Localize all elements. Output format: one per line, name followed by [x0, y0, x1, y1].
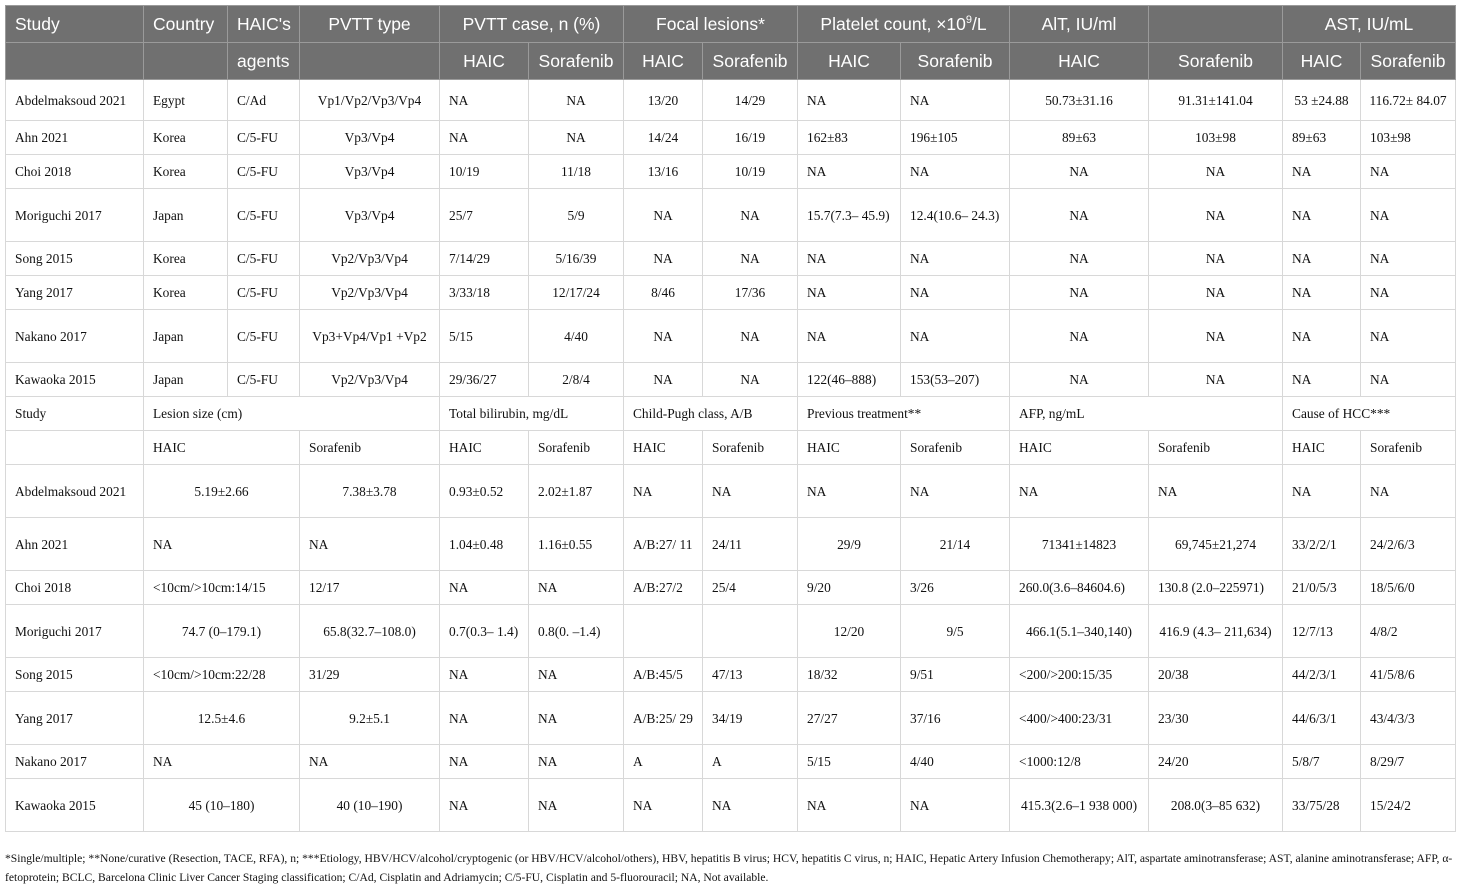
cell-bilirubin-sorafenib: 1.16±0.55: [529, 518, 624, 571]
cell-alt-haic: NA: [1010, 310, 1149, 363]
cell-lesion-haic: <10cm/>10cm:14/15: [144, 571, 300, 605]
cell-platelet-haic: NA: [798, 276, 901, 310]
cell-platelet-sorafenib: NA: [901, 276, 1010, 310]
cell-country: Korea: [144, 276, 228, 310]
cell-ast-sorafenib: 116.72± 84.07: [1361, 80, 1456, 121]
sub2-sorafenib: Sorafenib: [1361, 431, 1456, 465]
col-pvtt-case: PVTT case, n (%): [440, 6, 624, 43]
col-agents: HAIC's: [228, 6, 300, 43]
cell-child-pugh-haic: A: [624, 745, 703, 779]
cell-country: Japan: [144, 189, 228, 242]
cell-afp-sorafenib: 416.9 (4.3– 211,634): [1149, 605, 1283, 658]
sub-haic: HAIC: [1283, 43, 1361, 80]
cell-cause-haic: 5/8/7: [1283, 745, 1361, 779]
cell-ast-sorafenib: NA: [1361, 363, 1456, 397]
cell-country: Korea: [144, 155, 228, 189]
cell-lesion-haic: 74.7 (0–179.1): [144, 605, 300, 658]
cell-focal-sorafenib: 10/19: [703, 155, 798, 189]
cell-study: Song 2015: [6, 658, 144, 692]
cell-bilirubin-sorafenib: NA: [529, 571, 624, 605]
cell-pvtt-sorafenib: 12/17/24: [529, 276, 624, 310]
cell-ast-haic: NA: [1283, 310, 1361, 363]
cell-platelet-sorafenib: NA: [901, 155, 1010, 189]
col-study: Study: [6, 6, 144, 43]
cell-alt-sorafenib: NA: [1149, 242, 1283, 276]
table-row: [6, 363, 1456, 397]
cell-pvtt-type: Vp2/Vp3/Vp4: [300, 363, 440, 397]
cell-pvtt-haic: 10/19: [440, 155, 529, 189]
col2-previous-treatment: Previous treatment**: [798, 397, 1010, 431]
cell-previous-sorafenib: NA: [901, 465, 1010, 518]
cell-ast-haic: NA: [1283, 155, 1361, 189]
cell-alt-haic: NA: [1010, 189, 1149, 242]
table-row: [6, 465, 1456, 518]
cell-focal-sorafenib: NA: [703, 189, 798, 242]
sub-sorafenib: Sorafenib: [529, 43, 624, 80]
table-row: [6, 605, 1456, 658]
cell-platelet-haic: 122(46–888): [798, 363, 901, 397]
sub2-sorafenib: Sorafenib: [901, 431, 1010, 465]
col-platelet: [798, 6, 1010, 43]
cell-pvtt-haic: 29/36/27: [440, 363, 529, 397]
cell-ast-sorafenib: NA: [1361, 242, 1456, 276]
cell-child-pugh-sorafenib: 25/4: [703, 571, 798, 605]
cell-alt-haic: NA: [1010, 363, 1149, 397]
table-row: [6, 155, 1456, 189]
cell-cause-sorafenib: 41/5/8/6: [1361, 658, 1456, 692]
cell-ast-haic: NA: [1283, 276, 1361, 310]
cell-ast-haic: NA: [1283, 242, 1361, 276]
col2-child-pugh: Child-Pugh class, A/B: [624, 397, 798, 431]
table-row: [6, 276, 1456, 310]
cell-lesion-haic: 12.5±4.6: [144, 692, 300, 745]
cell-pvtt-type: Vp1/Vp2/Vp3/Vp4: [300, 80, 440, 121]
cell-alt-haic: NA: [1010, 242, 1149, 276]
table-row: [6, 745, 1456, 779]
cell-lesion-sorafenib: NA: [300, 745, 440, 779]
header-row-2: [6, 43, 1456, 80]
cell-bilirubin-sorafenib: NA: [529, 779, 624, 832]
sub-haic: HAIC: [440, 43, 529, 80]
sub2-sorafenib: Sorafenib: [703, 431, 798, 465]
col2-study: Study: [6, 397, 144, 431]
cell-bilirubin-haic: NA: [440, 658, 529, 692]
cell-study: Choi 2018: [6, 571, 144, 605]
cell-child-pugh-sorafenib: 24/11: [703, 518, 798, 571]
cell-lesion-haic: 45 (10–180): [144, 779, 300, 832]
cell-platelet-haic: 15.7(7.3– 45.9): [798, 189, 901, 242]
cell-bilirubin-haic: 0.7(0.3– 1.4): [440, 605, 529, 658]
cell-previous-haic: 27/27: [798, 692, 901, 745]
cell-child-pugh-haic: NA: [624, 465, 703, 518]
sub-sorafenib: Sorafenib: [1149, 43, 1283, 80]
cell-child-pugh-sorafenib: A: [703, 745, 798, 779]
table-row: [6, 571, 1456, 605]
cell-agents: C/5-FU: [228, 121, 300, 155]
cell-lesion-sorafenib: 31/29: [300, 658, 440, 692]
cell-bilirubin-haic: 0.93±0.52: [440, 465, 529, 518]
cell-cause-sorafenib: 18/5/6/0: [1361, 571, 1456, 605]
cell-pvtt-sorafenib: 5/9: [529, 189, 624, 242]
cell-agents: C/Ad: [228, 80, 300, 121]
cell-platelet-haic: 162±83: [798, 121, 901, 155]
sub-haic: HAIC: [1010, 43, 1149, 80]
cell-alt-haic: 89±63: [1010, 121, 1149, 155]
cell-platelet-sorafenib: 153(53–207): [901, 363, 1010, 397]
cell-afp-sorafenib: 130.8 (2.0–225971): [1149, 571, 1283, 605]
cell-child-pugh-sorafenib: NA: [703, 465, 798, 518]
cell-pvtt-sorafenib: NA: [529, 121, 624, 155]
cell-pvtt-haic: NA: [440, 121, 529, 155]
cell-country: Japan: [144, 363, 228, 397]
cell-agents: C/5-FU: [228, 155, 300, 189]
cell-ast-sorafenib: NA: [1361, 189, 1456, 242]
col-alt-blank: [1149, 6, 1283, 43]
cell-country: Korea: [144, 242, 228, 276]
cell-platelet-sorafenib: NA: [901, 242, 1010, 276]
cell-country: Egypt: [144, 80, 228, 121]
table-row: [6, 80, 1456, 121]
cell-alt-haic: 50.73±31.16: [1010, 80, 1149, 121]
cell-bilirubin-haic: NA: [440, 571, 529, 605]
table-row: [6, 189, 1456, 242]
cell-lesion-sorafenib: 9.2±5.1: [300, 692, 440, 745]
cell-previous-haic: NA: [798, 779, 901, 832]
cell-previous-sorafenib: 9/51: [901, 658, 1010, 692]
cell-country: Korea: [144, 121, 228, 155]
sub-sorafenib: Sorafenib: [703, 43, 798, 80]
cell-previous-sorafenib: 9/5: [901, 605, 1010, 658]
cell-child-pugh-haic: A/B:25/ 29: [624, 692, 703, 745]
sub-sorafenib: Sorafenib: [1361, 43, 1456, 80]
cell-alt-sorafenib: NA: [1149, 310, 1283, 363]
cell-focal-sorafenib: 14/29: [703, 80, 798, 121]
cell-bilirubin-sorafenib: 0.8(0. –1.4): [529, 605, 624, 658]
cell-pvtt-type: Vp2/Vp3/Vp4: [300, 276, 440, 310]
table-row: [6, 310, 1456, 363]
data-table: [5, 5, 1456, 832]
cell-study: Nakano 2017: [6, 310, 144, 363]
cell-study: Abdelmaksoud 2021: [6, 80, 144, 121]
cell-child-pugh-haic: A/B:45/5: [624, 658, 703, 692]
col-alt: AlT, IU/ml: [1010, 6, 1149, 43]
cell-pvtt-sorafenib: 5/16/39: [529, 242, 624, 276]
col-country: Country: [144, 6, 228, 43]
cell-focal-haic: NA: [624, 189, 703, 242]
cell-ast-sorafenib: NA: [1361, 155, 1456, 189]
cell-pvtt-sorafenib: 4/40: [529, 310, 624, 363]
cell-agents: C/5-FU: [228, 242, 300, 276]
col2-bilirubin: Total bilirubin, mg/dL: [440, 397, 624, 431]
platelet-unit: /L: [972, 13, 987, 34]
col-pvtt-type: PVTT type: [300, 6, 440, 43]
cell-pvtt-haic: 5/15: [440, 310, 529, 363]
cell-afp-haic: <1000:12/8: [1010, 745, 1149, 779]
col2-lesion: Lesion size (cm): [144, 397, 440, 431]
cell-alt-sorafenib: 91.31±141.04: [1149, 80, 1283, 121]
cell-bilirubin-haic: NA: [440, 745, 529, 779]
cell-child-pugh-haic: [624, 605, 703, 658]
cell-focal-haic: NA: [624, 363, 703, 397]
cell-alt-sorafenib: 103±98: [1149, 121, 1283, 155]
cell-lesion-sorafenib: NA: [300, 518, 440, 571]
cell-study: Yang 2017: [6, 692, 144, 745]
cell-study: Ahn 2021: [6, 121, 144, 155]
cell-cause-haic: 21/0/5/3: [1283, 571, 1361, 605]
cell-study: Moriguchi 2017: [6, 605, 144, 658]
cell-bilirubin-haic: 1.04±0.48: [440, 518, 529, 571]
cell-study: Yang 2017: [6, 276, 144, 310]
cell-pvtt-haic: 3/33/18: [440, 276, 529, 310]
col-agents-2: agents: [228, 43, 300, 80]
cell-cause-haic: 33/75/28: [1283, 779, 1361, 832]
sub2-haic: HAIC: [440, 431, 529, 465]
cell-pvtt-type: Vp3/Vp4: [300, 155, 440, 189]
cell-pvtt-haic: 7/14/29: [440, 242, 529, 276]
cell-focal-haic: 13/20: [624, 80, 703, 121]
cell-study: Song 2015: [6, 242, 144, 276]
cell-cause-sorafenib: NA: [1361, 465, 1456, 518]
cell-focal-sorafenib: 17/36: [703, 276, 798, 310]
cell-focal-sorafenib: NA: [703, 310, 798, 363]
cell-child-pugh-haic: NA: [624, 779, 703, 832]
platelet-label: Platelet count, ×10: [820, 13, 966, 34]
sub2-blank: [6, 431, 144, 465]
cell-alt-sorafenib: NA: [1149, 155, 1283, 189]
cell-pvtt-type: Vp2/Vp3/Vp4: [300, 242, 440, 276]
cell-study: Ahn 2021: [6, 518, 144, 571]
cell-previous-sorafenib: 37/16: [901, 692, 1010, 745]
cell-child-pugh-sorafenib: 47/13: [703, 658, 798, 692]
cell-child-pugh-haic: A/B:27/2: [624, 571, 703, 605]
cell-afp-sorafenib: NA: [1149, 465, 1283, 518]
cell-lesion-sorafenib: 40 (10–190): [300, 779, 440, 832]
sub2-haic: HAIC: [144, 431, 300, 465]
cell-previous-sorafenib: 21/14: [901, 518, 1010, 571]
cell-ast-haic: NA: [1283, 363, 1361, 397]
sub2-haic: HAIC: [798, 431, 901, 465]
cell-bilirubin-sorafenib: NA: [529, 745, 624, 779]
cell-pvtt-type: Vp3+Vp4/Vp1 +Vp2: [300, 310, 440, 363]
cell-previous-haic: NA: [798, 465, 901, 518]
col2-cause: Cause of HCC***: [1283, 397, 1456, 431]
cell-afp-sorafenib: 24/20: [1149, 745, 1283, 779]
cell-agents: C/5-FU: [228, 363, 300, 397]
cell-afp-haic: 415.3(2.6–1 938 000): [1010, 779, 1149, 832]
table-footnote: *Single/multiple; **None/curative (Resection, TACE, RFA), n; ***Etiology, HBV/HCV/alcohol/cryptogenic (or HBV/HCV/alcohol/others), HBV, hepatitis B virus; HCV, hepatitis C virus, n; HAIC, Hepatic Artery Infusion Chemotherapy; AlT, aspartate aminotransferase; AST, alanine aminotransferase; AFP, α-fetoprotein; BCLC, Barcelona Clinic Liver Cancer Staging classification; C/Ad, Cisplatin and Adriamycin; C/5-FU, Cisplatin and 5-fluorouracil; NA, Not available.: [5, 852, 1453, 884]
header-row-1: [6, 6, 1456, 43]
sub2-haic: HAIC: [1283, 431, 1361, 465]
cell-ast-haic: 89±63: [1283, 121, 1361, 155]
section-subheader-row: [6, 431, 1456, 465]
cell-platelet-sorafenib: 196±105: [901, 121, 1010, 155]
cell-cause-haic: 44/6/3/1: [1283, 692, 1361, 745]
cell-focal-sorafenib: NA: [703, 242, 798, 276]
sub-blank: [144, 43, 228, 80]
cell-cause-haic: 12/7/13: [1283, 605, 1361, 658]
cell-child-pugh-sorafenib: NA: [703, 779, 798, 832]
cell-focal-sorafenib: 16/19: [703, 121, 798, 155]
cell-afp-sorafenib: 208.0(3–85 632): [1149, 779, 1283, 832]
cell-afp-haic: <200/>200:15/35: [1010, 658, 1149, 692]
cell-study: Kawaoka 2015: [6, 363, 144, 397]
cell-pvtt-type: Vp3/Vp4: [300, 189, 440, 242]
cell-agents: C/5-FU: [228, 310, 300, 363]
cell-pvtt-sorafenib: NA: [529, 80, 624, 121]
cell-afp-haic: 466.1(5.1–340,140): [1010, 605, 1149, 658]
cell-alt-sorafenib: NA: [1149, 363, 1283, 397]
cell-platelet-haic: NA: [798, 310, 901, 363]
cell-focal-haic: 13/16: [624, 155, 703, 189]
cell-previous-haic: 29/9: [798, 518, 901, 571]
cell-ast-sorafenib: 103±98: [1361, 121, 1456, 155]
cell-study: Abdelmaksoud 2021: [6, 465, 144, 518]
cell-agents: C/5-FU: [228, 276, 300, 310]
sub-blank: [6, 43, 144, 80]
cell-pvtt-type: Vp3/Vp4: [300, 121, 440, 155]
cell-cause-sorafenib: 24/2/6/3: [1361, 518, 1456, 571]
cell-cause-sorafenib: 43/4/3/3: [1361, 692, 1456, 745]
cell-afp-haic: NA: [1010, 465, 1149, 518]
cell-pvtt-haic: 25/7: [440, 189, 529, 242]
cell-platelet-sorafenib: NA: [901, 80, 1010, 121]
cell-cause-sorafenib: 8/29/7: [1361, 745, 1456, 779]
cell-study: Choi 2018: [6, 155, 144, 189]
cell-lesion-sorafenib: 7.38±3.78: [300, 465, 440, 518]
cell-child-pugh-sorafenib: 34/19: [703, 692, 798, 745]
cell-previous-haic: 12/20: [798, 605, 901, 658]
cell-bilirubin-haic: NA: [440, 692, 529, 745]
cell-afp-haic: 71341±14823: [1010, 518, 1149, 571]
cell-cause-sorafenib: 4/8/2: [1361, 605, 1456, 658]
cell-focal-haic: NA: [624, 310, 703, 363]
cell-cause-haic: NA: [1283, 465, 1361, 518]
cell-afp-sorafenib: 23/30: [1149, 692, 1283, 745]
cell-lesion-haic: <10cm/>10cm:22/28: [144, 658, 300, 692]
cell-cause-haic: 33/2/2/1: [1283, 518, 1361, 571]
sub-haic: HAIC: [798, 43, 901, 80]
table-row: [6, 658, 1456, 692]
cell-pvtt-haic: NA: [440, 80, 529, 121]
cell-previous-haic: 18/32: [798, 658, 901, 692]
table-row: [6, 779, 1456, 832]
cell-focal-sorafenib: NA: [703, 363, 798, 397]
table-row: [6, 518, 1456, 571]
col-ast: AST, IU/mL: [1283, 6, 1456, 43]
cell-afp-haic: 260.0(3.6–84604.6): [1010, 571, 1149, 605]
cell-focal-haic: 8/46: [624, 276, 703, 310]
cell-agents: C/5-FU: [228, 189, 300, 242]
sub2-sorafenib: Sorafenib: [1149, 431, 1283, 465]
cell-previous-sorafenib: 4/40: [901, 745, 1010, 779]
cell-child-pugh-haic: A/B:27/ 11: [624, 518, 703, 571]
platelet-exponent: 9: [965, 13, 972, 26]
cell-platelet-sorafenib: NA: [901, 310, 1010, 363]
cell-previous-haic: 5/15: [798, 745, 901, 779]
table-body: [6, 6, 1456, 832]
sub2-sorafenib: Sorafenib: [529, 431, 624, 465]
cell-study: Nakano 2017: [6, 745, 144, 779]
cell-lesion-sorafenib: 12/17: [300, 571, 440, 605]
cell-bilirubin-haic: NA: [440, 779, 529, 832]
cell-platelet-haic: NA: [798, 242, 901, 276]
sub2-haic: HAIC: [1010, 431, 1149, 465]
cell-previous-sorafenib: NA: [901, 779, 1010, 832]
sub-sorafenib: Sorafenib: [901, 43, 1010, 80]
cell-afp-sorafenib: 20/38: [1149, 658, 1283, 692]
cell-platelet-sorafenib: 12.4(10.6– 24.3): [901, 189, 1010, 242]
cell-ast-sorafenib: NA: [1361, 310, 1456, 363]
cell-country: Japan: [144, 310, 228, 363]
cell-lesion-haic: 5.19±2.66: [144, 465, 300, 518]
cell-ast-haic: 53 ±24.88: [1283, 80, 1361, 121]
sub2-sorafenib: Sorafenib: [300, 431, 440, 465]
cell-alt-haic: NA: [1010, 276, 1149, 310]
cell-platelet-haic: NA: [798, 80, 901, 121]
cell-previous-haic: 9/20: [798, 571, 901, 605]
cell-lesion-sorafenib: 65.8(32.7–108.0): [300, 605, 440, 658]
section-header-row: [6, 397, 1456, 431]
cell-ast-haic: NA: [1283, 189, 1361, 242]
cell-alt-haic: NA: [1010, 155, 1149, 189]
cell-lesion-haic: NA: [144, 745, 300, 779]
cell-afp-haic: <400/>400:23/31: [1010, 692, 1149, 745]
cell-afp-sorafenib: 69,745±21,274: [1149, 518, 1283, 571]
cell-previous-sorafenib: 3/26: [901, 571, 1010, 605]
cell-ast-sorafenib: NA: [1361, 276, 1456, 310]
cell-bilirubin-sorafenib: 2.02±1.87: [529, 465, 624, 518]
cell-pvtt-sorafenib: 11/18: [529, 155, 624, 189]
table-row: [6, 692, 1456, 745]
col2-afp: AFP, ng/mL: [1010, 397, 1283, 431]
sub2-haic: HAIC: [624, 431, 703, 465]
cell-cause-sorafenib: 15/24/2: [1361, 779, 1456, 832]
col-focal: Focal lesions*: [624, 6, 798, 43]
cell-child-pugh-sorafenib: [703, 605, 798, 658]
cell-pvtt-sorafenib: 2/8/4: [529, 363, 624, 397]
cell-study: Moriguchi 2017: [6, 189, 144, 242]
cell-bilirubin-sorafenib: NA: [529, 658, 624, 692]
table-row: [6, 242, 1456, 276]
sub-blank: [300, 43, 440, 80]
cell-focal-haic: NA: [624, 242, 703, 276]
cell-focal-haic: 14/24: [624, 121, 703, 155]
cell-alt-sorafenib: NA: [1149, 189, 1283, 242]
cell-lesion-haic: NA: [144, 518, 300, 571]
cell-alt-sorafenib: NA: [1149, 276, 1283, 310]
cell-platelet-haic: NA: [798, 155, 901, 189]
table-row: [6, 121, 1456, 155]
sub-haic: HAIC: [624, 43, 703, 80]
cell-bilirubin-sorafenib: NA: [529, 692, 624, 745]
cell-study: Kawaoka 2015: [6, 779, 144, 832]
cell-cause-haic: 44/2/3/1: [1283, 658, 1361, 692]
